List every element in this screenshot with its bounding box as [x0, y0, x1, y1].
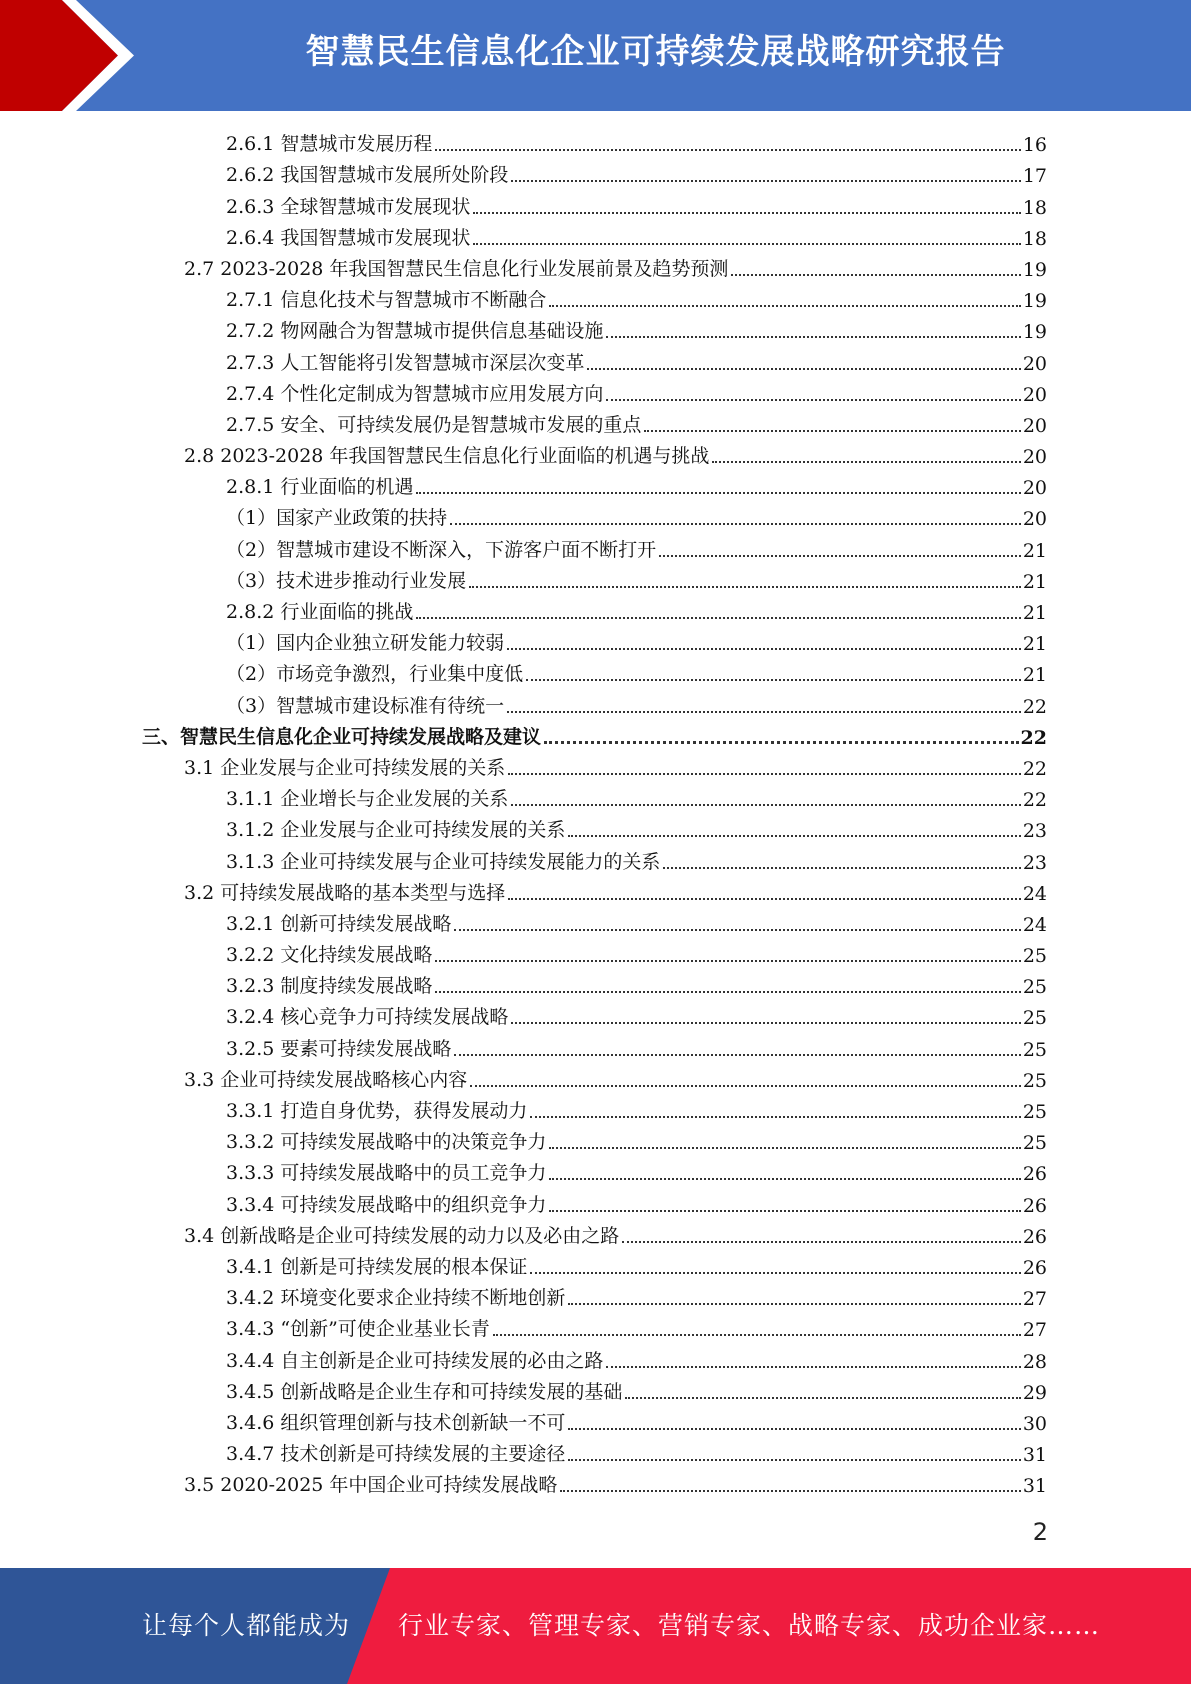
toc-entry-title: 2.7.5 安全、可持续发展仍是智慧城市发展的重点 [226, 413, 642, 436]
toc-entry-page: 23 [1022, 851, 1047, 874]
toc-dot-leader [454, 929, 1020, 931]
toc-entry[interactable] [0, 1001, 1191, 1032]
toc-entry-line [226, 1283, 1047, 1310]
toc-entry-page: 26 [1022, 1163, 1047, 1186]
toc-entry-line [226, 472, 1047, 499]
toc-dot-leader [544, 741, 1019, 744]
toc-entry-title: 2.6.1 智慧城市发展历程 [226, 133, 433, 156]
toc-dot-leader [435, 991, 1020, 993]
toc-entry-title: 3.2.4 核心竞争力可持续发展战略 [226, 1006, 509, 1029]
report-title: 智慧民生信息化企业可持续发展战略研究报告 [305, 32, 1006, 72]
toc-entry[interactable] [0, 1344, 1191, 1375]
toc-entry-title: 2.6.2 我国智慧城市发展所处阶段 [226, 164, 509, 187]
toc-dot-leader [587, 368, 1020, 370]
toc-dot-leader [606, 399, 1020, 401]
toc-entry-page: 22 [1022, 789, 1047, 812]
toc-entry[interactable] [0, 1220, 1191, 1251]
toc-dot-leader [526, 679, 1021, 681]
toc-entry-line [226, 1096, 1047, 1123]
toc-dot-leader [435, 960, 1020, 962]
toc-dot-leader [454, 1054, 1020, 1056]
toc-entry-line [226, 628, 1047, 655]
toc-entry-line [226, 1439, 1047, 1466]
toc-entry-line [226, 1377, 1047, 1404]
toc-entry[interactable] [0, 222, 1191, 253]
toc-entry-line [226, 1190, 1047, 1217]
toc-entry-line [226, 971, 1047, 998]
toc-entry-title: （3）技术进步推动行业发展 [226, 569, 467, 592]
toc-entry-title: 3.3.2 可持续发展战略中的决策竞争力 [226, 1131, 547, 1154]
toc-entry[interactable] [0, 1064, 1191, 1095]
toc-entry[interactable] [0, 1251, 1191, 1282]
toc-entry[interactable] [0, 1126, 1191, 1157]
toc-entry-title: 3.4.1 创新是可持续发展的根本保证 [226, 1255, 528, 1278]
toc-dot-leader [560, 1490, 1020, 1492]
toc-entry-line [226, 503, 1047, 530]
toc-entry-title: 3.4.6 组织管理创新与技术创新缺一不可 [226, 1411, 566, 1434]
toc-dot-leader [549, 1147, 1020, 1149]
toc-entry[interactable] [0, 1032, 1191, 1063]
toc-entry-line [226, 909, 1047, 936]
page-number: 2 [1032, 1518, 1048, 1546]
toc-entry[interactable] [0, 190, 1191, 221]
toc-entry-line [226, 847, 1047, 874]
toc-dot-leader [549, 305, 1020, 307]
toc-entry-title: 3.4.7 技术创新是可持续发展的主要途径 [226, 1443, 566, 1466]
toc-entry-page: 25 [1022, 1101, 1047, 1123]
toc-dot-leader [508, 773, 1021, 775]
toc-entry[interactable] [0, 939, 1191, 970]
toc-dot-leader [549, 1178, 1020, 1180]
toc-entry[interactable] [0, 128, 1191, 159]
toc-dot-leader [416, 492, 1020, 494]
toc-entry-line [226, 659, 1047, 686]
toc-dot-leader [530, 1116, 1020, 1118]
toc-entry-page: 26 [1022, 1194, 1047, 1217]
toc-entry-title: 3.5 2020-2025 年中国企业可持续发展战略 [184, 1474, 558, 1497]
toc-entry-page: 21 [1022, 539, 1047, 562]
toc-entry[interactable] [0, 471, 1191, 502]
toc-entry-line [226, 1346, 1047, 1373]
toc-entry[interactable] [0, 1438, 1191, 1469]
toc-entry-line [226, 691, 1047, 718]
toc-entry-line [226, 410, 1047, 437]
toc-entry[interactable] [0, 346, 1191, 377]
toc-entry-title: （1）国家产业政策的扶持 [226, 507, 448, 530]
toc-entry-page: 20 [1022, 446, 1047, 469]
toc-dot-leader [622, 1241, 1021, 1243]
toc-dot-leader [663, 867, 1020, 869]
toc-entry-page: 21 [1022, 570, 1047, 593]
toc-entry[interactable] [0, 409, 1191, 440]
toc-entry-page: 31 [1022, 1475, 1047, 1498]
toc-dot-leader [712, 461, 1020, 463]
toc-entry-title: 2.8.1 行业面临的机遇 [226, 476, 414, 499]
toc-entry-title: 3.2 可持续发展战略的基本类型与选择 [184, 881, 506, 904]
page-footer [0, 1568, 1191, 1684]
toc-entry[interactable] [0, 378, 1191, 409]
toc-dot-leader [508, 898, 1021, 900]
toc-entry-page: 17 [1022, 165, 1047, 188]
toc-entry-line [226, 316, 1047, 343]
toc-entry-line [226, 566, 1047, 593]
toc-entry[interactable] [0, 440, 1191, 471]
toc-entry-page: 18 [1022, 227, 1047, 250]
toc-entry-line [226, 129, 1047, 156]
toc-entry-page: 24 [1022, 882, 1047, 905]
toc-entry-line [226, 597, 1047, 624]
toc-entry-page: 16 [1022, 134, 1047, 157]
toc-entry-line [226, 535, 1047, 562]
toc-entry[interactable] [0, 658, 1191, 689]
toc-entry-title: 2.6.4 我国智慧城市发展现状 [226, 226, 471, 249]
toc-entry-page: 20 [1022, 383, 1047, 406]
toc-dot-leader [606, 336, 1020, 338]
toc-entry[interactable] [0, 1188, 1191, 1219]
toc-entry-title: 3.2.2 文化持续发展战略 [226, 944, 433, 967]
toc-entry-page: 21 [1022, 633, 1047, 656]
toc-entry-title: （1）国内企业独立研发能力较弱 [226, 632, 505, 655]
toc-entry-line [184, 1065, 1047, 1092]
toc-entry-title: 3.2.1 创新可持续发展战略 [226, 912, 452, 935]
toc-entry-line [226, 1127, 1047, 1154]
toc-entry[interactable] [0, 1095, 1191, 1126]
toc-entry-line [184, 1221, 1047, 1248]
toc-entry-line [226, 1252, 1047, 1279]
toc-entry-line [226, 1158, 1047, 1185]
toc-entry-page: 25 [1022, 976, 1047, 999]
toc-entry-page: 19 [1022, 258, 1047, 281]
toc-dot-leader [470, 1085, 1021, 1087]
toc-entry[interactable] [0, 752, 1191, 783]
toc-entry[interactable] [0, 814, 1191, 845]
toc-entry-page: 21 [1022, 664, 1047, 687]
toc-entry-page: 25 [1022, 1007, 1047, 1030]
toc-entry-page: 21 [1022, 602, 1047, 624]
toc-entry[interactable] [0, 533, 1191, 564]
toc-entry[interactable] [0, 689, 1191, 720]
toc-entry-title: 3.1.3 企业可持续发展与企业可持续发展能力的关系 [226, 850, 661, 873]
toc-dot-leader [450, 523, 1021, 525]
toc-dot-leader [435, 149, 1020, 151]
toc-entry[interactable] [0, 315, 1191, 346]
toc-entry-line [184, 878, 1047, 905]
toc-entry-title: 3.4.5 创新战略是企业生存和可持续发展的基础 [226, 1380, 623, 1403]
toc-entry-line [226, 815, 1047, 842]
toc-dot-leader [511, 1022, 1020, 1024]
toc-entry[interactable] [0, 596, 1191, 627]
toc-entry[interactable] [0, 1407, 1191, 1438]
toc-dot-leader [568, 1303, 1020, 1305]
toc-dot-leader [511, 180, 1020, 182]
toc-entry-line [184, 753, 1047, 780]
toc-entry-title: 2.7 2023-2028 年我国智慧民生信息化行业发展前景及趋势预测 [184, 257, 729, 280]
toc-entry-page: 22 [1022, 757, 1047, 780]
toc-entry-page: 20 [1022, 508, 1047, 531]
toc-entry-page: 20 [1022, 352, 1047, 375]
toc-entry-title: 3.4.3 “创新”可使企业基业长青 [226, 1318, 490, 1341]
toc-entry-title: 3.3 企业可持续发展战略核心内容 [184, 1068, 468, 1091]
toc-entry-line [226, 379, 1047, 406]
toc-entry[interactable] [0, 253, 1191, 284]
toc-dot-leader [568, 1459, 1020, 1461]
toc-entry-page: 31 [1022, 1444, 1047, 1467]
toc-entry-page: 28 [1022, 1350, 1047, 1373]
toc-entry-page: 20 [1022, 477, 1047, 500]
toc-entry-page: 24 [1022, 913, 1047, 936]
toc-entry-title: 3.2.3 制度持续发展战略 [226, 975, 433, 998]
toc-entry-title: 三、智慧民生信息化企业可持续发展战略及建议 [142, 725, 542, 748]
toc-entry-line [226, 1002, 1047, 1029]
toc-entry-line [226, 192, 1047, 219]
toc-entry-page: 29 [1022, 1381, 1047, 1404]
footer-slogan-right: 行业专家、管理专家、营销专家、战略专家、成功企业家…… [398, 1611, 1101, 1640]
toc-entry-page: 25 [1022, 1132, 1047, 1155]
toc-entry-page: 19 [1022, 290, 1047, 313]
toc-entry[interactable] [0, 627, 1191, 658]
toc-entry-line [226, 940, 1047, 967]
toc-entry[interactable] [0, 1313, 1191, 1344]
toc-entry-line [226, 1034, 1047, 1061]
toc-entry-line [226, 160, 1047, 187]
toc-entry-title: 3.4.2 环境变化要求企业持续不断地创新 [226, 1287, 566, 1310]
toc-entry-page: 25 [1022, 1069, 1047, 1092]
toc-entry-page: 25 [1022, 1038, 1047, 1061]
toc-dot-leader [416, 617, 1020, 619]
toc-dot-leader [644, 430, 1020, 432]
toc-entry-title: 3.1 企业发展与企业可持续发展的关系 [184, 756, 506, 779]
toc-entry[interactable] [0, 1376, 1191, 1407]
toc-dot-leader [473, 243, 1020, 245]
toc-entry-title: 3.3.3 可持续发展战略中的员工竞争力 [226, 1162, 547, 1185]
toc-entry-title: 2.7.3 人工智能将引发智慧城市深层次变革 [226, 351, 585, 374]
toc-entry-title: 2.8 2023-2028 年我国智慧民生信息化行业面临的机遇与挑战 [184, 445, 710, 468]
toc-entry-title: （2）智慧城市建设不断深入，下游客户面不断打开 [226, 538, 657, 561]
page-header [0, 0, 1191, 111]
toc-entry-line [142, 722, 1047, 749]
toc-entry-title: 3.2.5 要素可持续发展战略 [226, 1037, 452, 1060]
toc-entry[interactable] [0, 845, 1191, 876]
toc-entry-page: 19 [1022, 321, 1047, 344]
toc-dot-leader [469, 586, 1021, 588]
toc-entry-line [226, 223, 1047, 250]
toc-entry-title: （2）市场竞争激烈，行业集中度低 [226, 663, 524, 686]
toc-entry-title: 3.3.1 打造自身优势，获得发展动力 [226, 1100, 528, 1122]
toc-dot-leader [568, 835, 1020, 837]
toc-dot-leader [731, 274, 1020, 276]
toc-entry-title: 2.6.3 全球智慧城市发展现状 [226, 195, 471, 218]
toc-dot-leader [530, 1272, 1020, 1274]
toc-entry[interactable] [0, 1469, 1191, 1500]
toc-entry-line [184, 1470, 1047, 1497]
toc-entry-page: 26 [1022, 1225, 1047, 1248]
toc-dot-leader [549, 1210, 1020, 1212]
toc-entry-title: 3.1.1 企业增长与企业发展的关系 [226, 788, 509, 811]
toc-entry[interactable] [0, 783, 1191, 814]
toc-entry-title: 2.7.1 信息化技术与智慧城市不断融合 [226, 289, 547, 312]
toc-entry-line [226, 784, 1047, 811]
toc-entry-title: （3）智慧城市建设标准有待统一 [226, 694, 505, 717]
toc-entry[interactable] [0, 970, 1191, 1001]
toc-entry-page: 27 [1022, 1288, 1047, 1311]
toc-entry[interactable] [0, 1157, 1191, 1188]
toc-entry-title: 2.7.2 物网融合为智慧城市提供信息基础设施 [226, 320, 604, 343]
toc-entry-page: 18 [1022, 196, 1047, 219]
toc-entry-page: 23 [1022, 820, 1047, 843]
toc-entry[interactable] [0, 565, 1191, 596]
toc-dot-leader [625, 1397, 1020, 1399]
toc-entry[interactable] [0, 159, 1191, 190]
toc-entry-title: 3.4.4 自主创新是企业可持续发展的必由之路 [226, 1349, 604, 1372]
toc-entry-page: 22 [1020, 726, 1047, 749]
toc-entry-title: 3.1.2 企业发展与企业可持续发展的关系 [226, 819, 566, 842]
toc-entry-line [226, 285, 1047, 312]
toc-entry[interactable] [0, 721, 1191, 752]
toc-entry-line [226, 1314, 1047, 1341]
toc-dot-leader [507, 648, 1021, 650]
toc-entry-page: 25 [1022, 945, 1047, 968]
toc-dot-leader [659, 555, 1021, 557]
toc-entry[interactable] [0, 908, 1191, 939]
toc-dot-leader [473, 212, 1020, 214]
toc-entry-title: 3.3.4 可持续发展战略中的组织竞争力 [226, 1193, 547, 1216]
toc-entry-page: 30 [1022, 1412, 1047, 1435]
toc-entry[interactable] [0, 284, 1191, 315]
toc-entry-page: 22 [1022, 695, 1047, 718]
toc-entry-line [226, 348, 1047, 375]
toc-entry-page: 27 [1022, 1319, 1047, 1342]
toc-entry[interactable] [0, 877, 1191, 908]
toc-entry-line [184, 254, 1047, 281]
toc-entry[interactable] [0, 1282, 1191, 1313]
toc-dot-leader [511, 804, 1020, 806]
toc-dot-leader [606, 1366, 1020, 1368]
toc-dot-leader [507, 711, 1021, 713]
header-arrow-decoration [0, 0, 160, 111]
toc-entry-line [226, 1408, 1047, 1435]
toc-entry-title: 2.8.2 行业面临的挑战 [226, 601, 414, 623]
toc-entry-title: 2.7.4 个性化定制成为智慧城市应用发展方向 [226, 382, 604, 405]
table-of-contents [0, 128, 1191, 1500]
footer-slogan-left: 让每个人都能成为 [142, 1611, 351, 1640]
toc-entry-page: 20 [1022, 414, 1047, 437]
toc-entry-line [184, 441, 1047, 468]
toc-dot-leader [493, 1334, 1021, 1336]
toc-dot-leader [568, 1428, 1020, 1430]
toc-entry[interactable] [0, 502, 1191, 533]
toc-entry-page: 26 [1022, 1256, 1047, 1279]
toc-entry-title: 3.4 创新战略是企业可持续发展的动力以及必由之路 [184, 1224, 620, 1247]
